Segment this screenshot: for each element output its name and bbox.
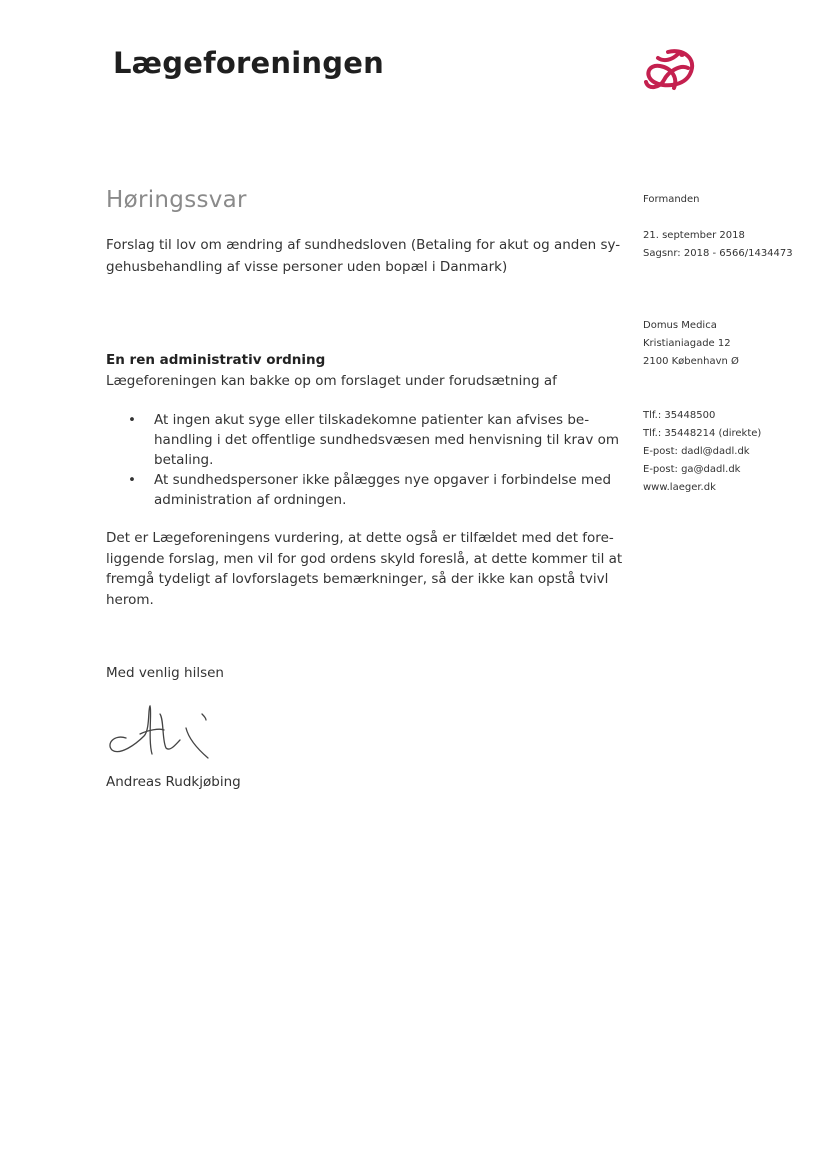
bullet-list [128, 410, 620, 510]
direct-phone-text: Tlf.: 35448214 (direkte) [643, 428, 762, 439]
subject-line: gehusbehandling af visse personer uden bopæl i Danmark) [106, 259, 508, 275]
subject-text [106, 234, 621, 278]
bullet-dot-icon: • [128, 472, 136, 488]
paragraph-line: fremgå tydeligt af lovforslagets bemærkninger, så der ikke kan opstå tvivl [106, 571, 609, 587]
document-title: Høringssvar [106, 187, 247, 213]
website-link: www.laeger.dk [643, 482, 716, 493]
sidebar-date-block [643, 227, 793, 263]
date-text: 21. september 2018 [643, 230, 745, 241]
paragraph-line: herom. [106, 591, 154, 608]
bullet-line: At sundhedspersoner ikke pålægges nye opgaver i forbindelse med [154, 472, 612, 488]
signer-name: Andreas Rudkjøbing [106, 774, 241, 790]
paragraph-line: liggende forslag, men vil for god ordens skyld foreslå, at dette kommer til at [106, 550, 623, 567]
sidebar-address [643, 317, 739, 371]
section-heading: En ren administrativ ordning [106, 352, 326, 368]
role-text: Formanden [643, 194, 700, 205]
address-line: Domus Medica [643, 320, 717, 331]
bullet-item [128, 410, 620, 470]
snake-staff-logo-icon [638, 44, 702, 98]
handwritten-signature [104, 700, 224, 770]
email-link: E-post: dadl@dadl.dk [643, 446, 750, 457]
organization-logo-text: Lægeforeningen [113, 46, 384, 80]
bullet-line: betaling. [154, 452, 214, 468]
address-line: Kristianiagade 12 [643, 338, 731, 349]
address-line: 2100 København Ø [643, 356, 739, 367]
body-paragraph [106, 528, 623, 610]
paragraph-line: Det er Lægeforeningens vurdering, at dette også er tilfældet med det fore- [106, 530, 614, 546]
intro-text: Lægeforeningen kan bakke op om forslaget under forudsætning af [106, 373, 557, 389]
bullet-dot-icon: • [128, 412, 136, 428]
bullet-line: handling i det offentlige sundhedsvæsen med henvisning til krav om [154, 432, 620, 448]
closing-text: Med venlig hilsen [106, 665, 224, 681]
bullet-line: At ingen akut syge eller tilskadekomne patienter kan afvises be- [154, 412, 590, 428]
bullet-item [128, 470, 612, 510]
sidebar-contact [643, 407, 761, 497]
case-number-text: Sagsnr: 2018 - 6566/1434473 [643, 248, 793, 259]
sidebar-role [643, 191, 700, 209]
phone-text: Tlf.: 35448500 [643, 410, 716, 421]
email-link: E-post: ga@dadl.dk [643, 464, 741, 475]
bullet-line: administration af ordningen. [154, 492, 347, 508]
subject-line: Forslag til lov om ændring af sundhedsloven (Betaling for akut og anden sy- [106, 237, 621, 253]
